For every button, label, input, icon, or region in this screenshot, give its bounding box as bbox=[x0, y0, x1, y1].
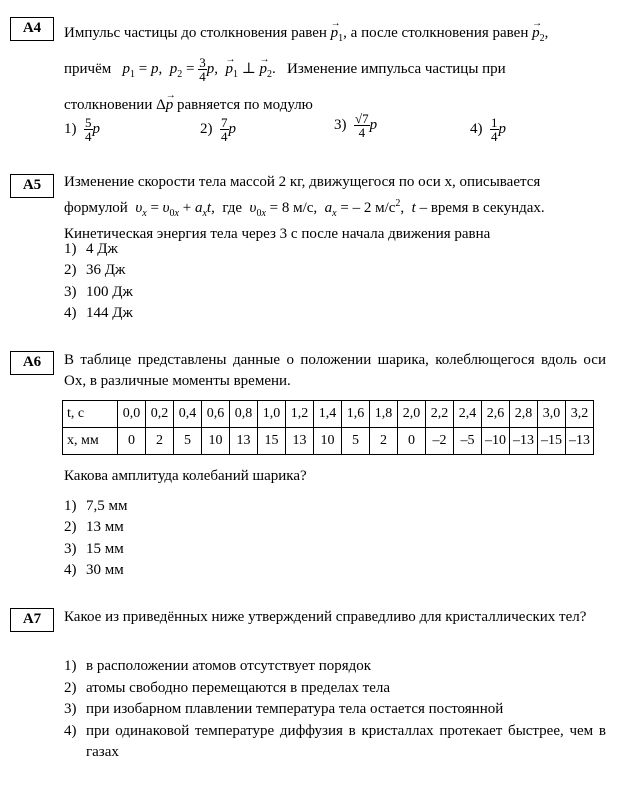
table-cell: 3,0 bbox=[538, 401, 566, 428]
table-cell: 2,0 bbox=[398, 401, 426, 428]
a7-option-1[interactable] bbox=[64, 656, 606, 677]
fraction-3-4: $\frac{3}{4}$ bbox=[199, 55, 206, 85]
table-cell: –15 bbox=[538, 428, 566, 455]
table-cell: 0,4 bbox=[174, 401, 202, 428]
fraction-numerator: 1 bbox=[491, 115, 498, 130]
a4-text-part: , а после столкновения равен bbox=[343, 25, 529, 41]
option-number: 1) bbox=[64, 498, 77, 514]
question-badge-a7: A7 bbox=[10, 608, 54, 632]
option-text: 4 Дж bbox=[86, 241, 118, 257]
option-number: 4) bbox=[470, 120, 483, 137]
a5-option-1[interactable] bbox=[64, 239, 606, 260]
a4-text-part: Импульс частицы до столкновения равен bbox=[64, 25, 327, 41]
a6-option-1[interactable] bbox=[64, 496, 606, 517]
table-cell: –5 bbox=[454, 428, 482, 455]
a4-option-2[interactable]: 2) $\frac{7}{4}$ p bbox=[200, 115, 236, 144]
option-text: при изобарном плавлении температура тела остается постоянной bbox=[86, 701, 504, 717]
vector-p2: → p bbox=[532, 18, 540, 48]
option-text: 15 мм bbox=[86, 541, 124, 557]
option-text: при одинаковой температуре диффузия в кристаллах протекает быстрее, чем в газах bbox=[86, 723, 606, 760]
table-cell: 1,0 bbox=[258, 401, 286, 428]
a7-option-3[interactable] bbox=[64, 699, 606, 720]
table-cell: –13 bbox=[566, 428, 594, 455]
vector-p1: → p bbox=[331, 18, 339, 48]
option-number: 2) bbox=[200, 120, 213, 137]
table-cell: 0,8 bbox=[230, 401, 258, 428]
table-header-t: t, с bbox=[63, 401, 118, 428]
table-cell: 10 bbox=[202, 428, 230, 455]
question-a6-text: В таблице представлены данные о положении шарика, колеблющегося вдоль оси Ox, в различные моменты времени. bbox=[64, 352, 606, 389]
a4-option-3[interactable]: 3) $\frac{√7}{4}$ p bbox=[334, 111, 378, 140]
fraction-numerator: 5 bbox=[85, 115, 92, 130]
position-table bbox=[62, 400, 594, 455]
option-text: 30 мм bbox=[86, 562, 124, 578]
a6-question: Какова амплитуда колебаний шарика? bbox=[64, 468, 307, 484]
table-cell: 2,8 bbox=[510, 401, 538, 428]
table-cell: –10 bbox=[482, 428, 510, 455]
table-cell: 2 bbox=[146, 428, 174, 455]
a5-text-line: Изменение скорости тела массой 2 кг, движущегося по оси x, описывается bbox=[64, 174, 541, 190]
table-cell: –13 bbox=[510, 428, 538, 455]
table-cell: 1,2 bbox=[286, 401, 314, 428]
option-number: 2) bbox=[64, 262, 77, 278]
question-a7-text: Какое из приведённых ниже утверждений справедливо для кристаллических тел? bbox=[64, 609, 587, 625]
fraction-denominator: 4 bbox=[221, 129, 228, 144]
table-cell: 10 bbox=[314, 428, 342, 455]
option-text: 100 Дж bbox=[86, 284, 133, 300]
table-cell: 15 bbox=[258, 428, 286, 455]
option-text: атомы свободно перемещаются в пределах тела bbox=[86, 680, 391, 696]
table-cell: 1,6 bbox=[342, 401, 370, 428]
table-cell: 5 bbox=[174, 428, 202, 455]
option-number: 3) bbox=[334, 116, 347, 133]
table-cell: 3,2 bbox=[566, 401, 594, 428]
table-cell: 13 bbox=[286, 428, 314, 455]
question-a4-text: Импульс частицы до столкновения равен → $p_1$, а после столкновения равен → $p_2$, причём $p_1 = p$, $p_2$ = $\frac{3}{4}$ p, → $p_1$ ⊥ → $p_2$. Изменение импульса частицы при столкновении Δ→ p равняется по модулю bbox=[64, 18, 606, 120]
table-cell: 0 bbox=[398, 428, 426, 455]
a7-option-4[interactable] bbox=[64, 721, 606, 763]
fraction-numerator: 7 bbox=[221, 115, 228, 130]
option-number: 3) bbox=[64, 701, 77, 717]
option-number: 4) bbox=[64, 723, 77, 739]
option-text: в расположении атомов отсутствует порядок bbox=[86, 658, 372, 674]
a4-text-part: Изменение импульса частицы при bbox=[287, 61, 506, 77]
table-cell: 0,2 bbox=[146, 401, 174, 428]
question-badge-a5: A5 bbox=[10, 174, 54, 198]
option-number: 1) bbox=[64, 120, 77, 137]
fraction-denominator: 4 bbox=[491, 129, 498, 144]
table-row-t bbox=[63, 401, 594, 428]
a6-option-2[interactable] bbox=[64, 517, 606, 538]
table-cell: 5 bbox=[342, 428, 370, 455]
option-text: 13 мм bbox=[86, 519, 124, 535]
a4-option-4[interactable]: 4) $\frac{1}{4}$ p bbox=[470, 115, 506, 144]
a5-option-4[interactable] bbox=[64, 303, 606, 324]
question-badge-a4: A4 bbox=[10, 17, 54, 41]
table-cell: 2,2 bbox=[426, 401, 454, 428]
a4-text-part: столкновении bbox=[64, 97, 153, 113]
table-cell: –2 bbox=[426, 428, 454, 455]
a6-option-3[interactable] bbox=[64, 539, 606, 560]
table-cell: 2,6 bbox=[482, 401, 510, 428]
question-a5-text: Изменение скорости тела массой 2 кг, движущегося по оси x, описывается формулой $\upsilon_x = \upsilon_{0x} + a_xt$, где $\upsilon_{0x} = 8$ м/с, $a_x$ = – 2 $м/с^2$, t – время в секундах. Кинетическая энергия тела через 3 с после начала движения равна bbox=[64, 174, 545, 242]
option-number: 3) bbox=[64, 284, 77, 300]
table-cell: 1,4 bbox=[314, 401, 342, 428]
option-number: 4) bbox=[64, 562, 77, 578]
table-header-x: x, мм bbox=[63, 428, 118, 455]
table-cell: 2,4 bbox=[454, 401, 482, 428]
option-number: 1) bbox=[64, 658, 77, 674]
fraction-denominator: 4 bbox=[358, 125, 366, 140]
table-cell: 2 bbox=[370, 428, 398, 455]
option-number: 2) bbox=[64, 519, 77, 535]
table-cell: 0 bbox=[118, 428, 146, 455]
option-number: 1) bbox=[64, 241, 77, 257]
a4-option-1[interactable]: 1) $\frac{5}{4}$ p bbox=[64, 115, 100, 144]
option-text: 7,5 мм bbox=[86, 498, 128, 514]
fraction-numerator: √7 bbox=[355, 111, 369, 126]
question-badge-a6: A6 bbox=[10, 351, 54, 375]
table-cell: 1,8 bbox=[370, 401, 398, 428]
table-cell: 13 bbox=[230, 428, 258, 455]
a7-option-2[interactable] bbox=[64, 678, 606, 699]
option-number: 3) bbox=[64, 541, 77, 557]
a4-text-part: равняется по модулю bbox=[177, 97, 313, 113]
fraction-denominator: 4 bbox=[85, 129, 92, 144]
a5-option-3[interactable] bbox=[64, 282, 606, 303]
option-number: 2) bbox=[64, 680, 77, 696]
table-cell: 0,0 bbox=[118, 401, 146, 428]
table-cell: 0,6 bbox=[202, 401, 230, 428]
option-text: 36 Дж bbox=[86, 262, 126, 278]
option-text: 144 Дж bbox=[86, 305, 133, 321]
option-number: 4) bbox=[64, 305, 77, 321]
a5-option-2[interactable] bbox=[64, 260, 606, 281]
a6-option-4[interactable] bbox=[64, 560, 606, 581]
a4-text-part: причём bbox=[64, 61, 112, 77]
table-row-x bbox=[63, 428, 594, 455]
a5-text-line: Кинетическая энергия тела через 3 с после начала движения равна bbox=[64, 226, 491, 242]
